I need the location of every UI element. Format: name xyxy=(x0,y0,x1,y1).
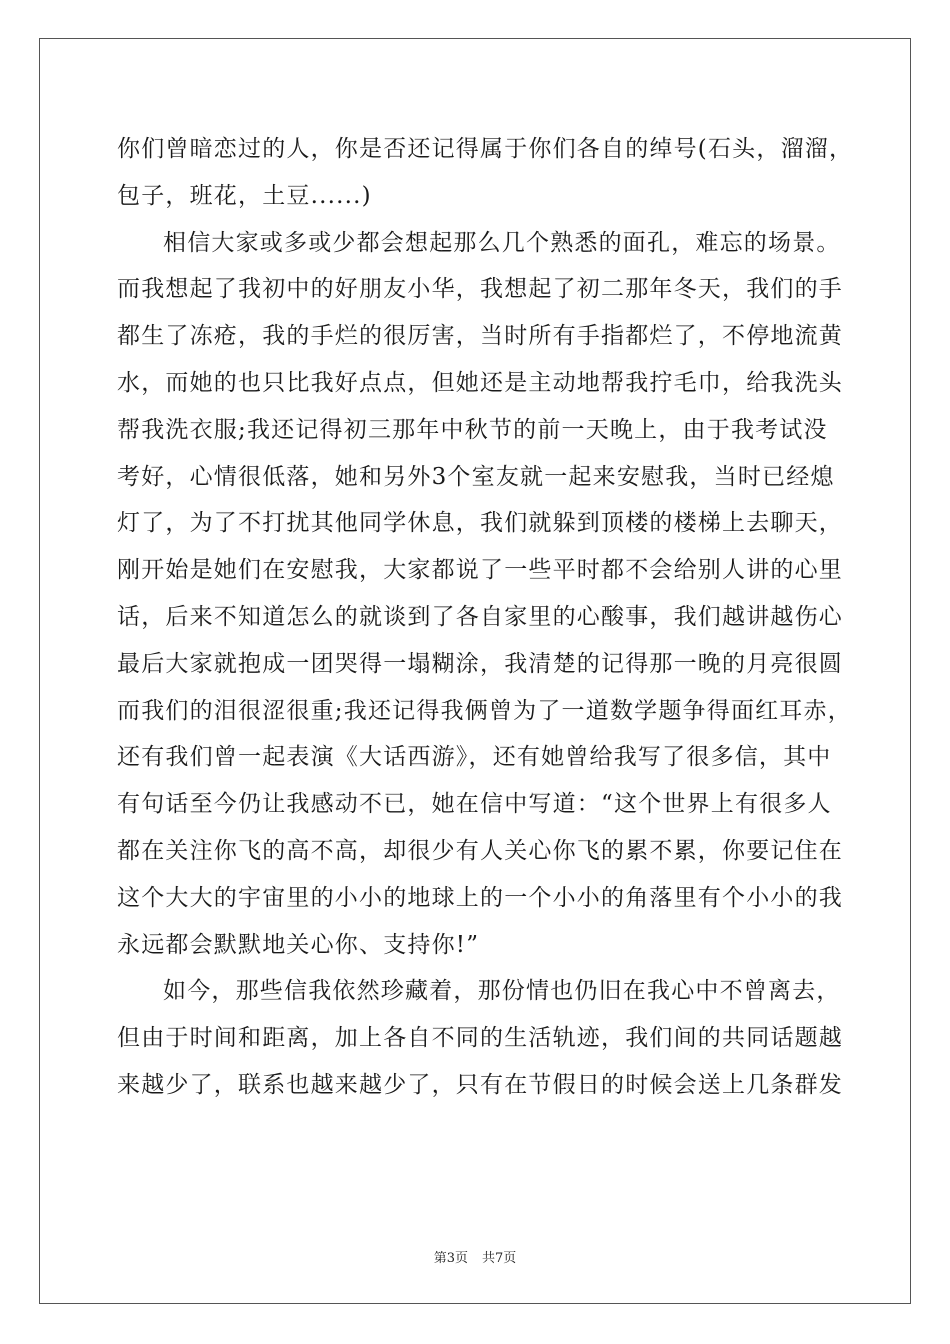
text-line: 都生了冻疮，我的手烂的很厉害，当时所有手指都烂了，不停地流黄 xyxy=(117,323,843,350)
text-line: 最后大家就抱成一团哭得一塌糊涂，我清楚的记得那一晚的月亮很圆 xyxy=(117,650,843,677)
text-line: 帮我洗衣服;我还记得初三那年中秋节的前一天晚上，由于我考试没 xyxy=(117,416,828,443)
text-line: 水，而她的也只比我好点点，但她还是主动地帮我拧毛巾，给我洗头 xyxy=(117,369,843,396)
page-number: 第3页 xyxy=(433,1251,468,1266)
text-line: 包子，班花，土豆......) xyxy=(117,182,372,209)
document-body xyxy=(117,126,857,1109)
text-line: 灯了，为了不打扰其他同学休息，我们就躲到顶楼的楼梯上去聊天， xyxy=(117,510,843,537)
text-line: 而我想起了我初中的好朋友小华，我想起了初二那年冬天，我们的手 xyxy=(117,276,843,303)
page-footer xyxy=(0,1247,950,1266)
page-total: 共7页 xyxy=(482,1251,517,1266)
text-line: 这个大大的宇宙里的小小的地球上的一个小小的角落里有个小小的我 xyxy=(117,884,843,911)
text-line: 考好，心情很低落，她和另外3个室友就一起来安慰我，当时已经熄 xyxy=(117,463,835,490)
text-line: 你们曾暗恋过的人，你是否还记得属于你们各自的绰号(石头，溜溜， xyxy=(117,136,854,162)
text-line: 话，后来不知道怎么的就谈到了各自家里的心酸事，我们越讲越伤心 xyxy=(117,603,843,630)
text-line: 但由于时间和距离，加上各自不同的生活轨迹，我们间的共同话题越 xyxy=(117,1025,843,1052)
text-line: 刚开始是她们在安慰我，大家都说了一些平时都不会给别人讲的心里 xyxy=(117,557,843,584)
text-line: 永远都会默默地关心你、支持你!” xyxy=(117,931,480,958)
text-line: 有句话至今仍让我感动不已，她在信中写道：“这个世界上有很多人 xyxy=(117,791,832,818)
text-line: 来越少了，联系也越来越少了，只有在节假日的时候会送上几条群发 xyxy=(117,1071,843,1098)
text-line: 如今，那些信我依然珍藏着，那份情也仍旧在我心中不曾离去， xyxy=(163,978,841,1005)
text-line: 而我们的泪很涩很重;我还记得我俩曾为了一道数学题争得面红耳赤， xyxy=(117,697,852,724)
text-line: 相信大家或多或少都会想起那么几个熟悉的面孔，难忘的场景。 xyxy=(163,229,841,256)
text-line: 还有我们曾一起表演《大话西游》，还有她曾给我写了很多信，其中 xyxy=(117,744,832,771)
text-line: 都在关注你飞的高不高，却很少有人关心你飞的累不累，你要记住在 xyxy=(117,837,843,864)
